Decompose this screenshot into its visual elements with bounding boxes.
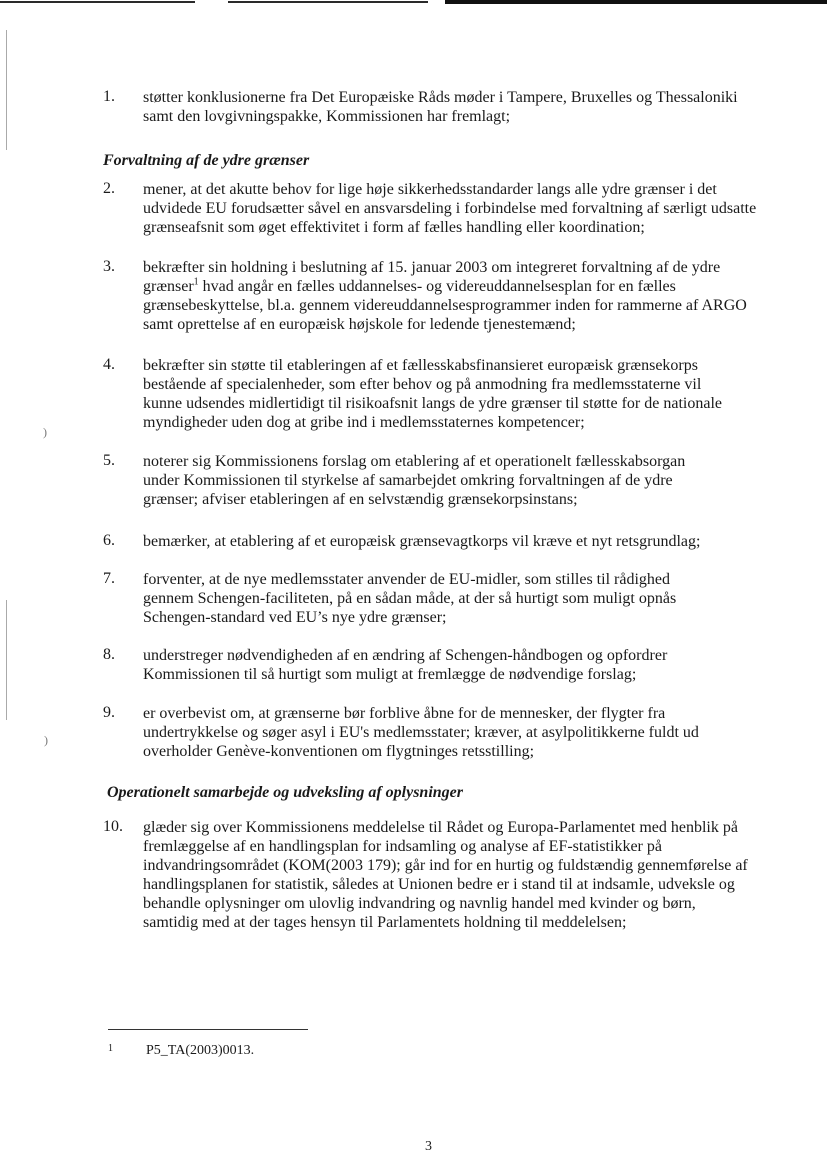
section-heading-operationelt: Operationelt samarbejde og udveksling af oplysninger <box>107 784 463 801</box>
footnote-number: 1 <box>108 1043 113 1054</box>
scan-margin-mark: ) <box>43 425 47 439</box>
item-text-part: bekræfter sin holdning i beslutning af 15. januar 2003 om integreret forvaltning af de ydre grænser <box>143 259 721 295</box>
item-text-part: hvad angår en fælles uddannelses- og videreuddannelsesplan for en fælles grænsebeskyttelse, bl.a. gennem videreuddannelsesprogrammer inden for rammerne af ARGO samt oprettelse af en europæisk højskole for ledende tjenestemænd; <box>143 278 747 333</box>
item-number: 4. <box>103 356 115 373</box>
footnote-separator <box>108 1029 308 1030</box>
item-number: 9. <box>103 704 115 721</box>
item-text: mener, at det akutte behov for lige høje sikkerhedsstandarder langs alle ydre grænser i det udvidede EU forudsætter såvel en ansvarsdeling i forbindelse med forvaltning af særligt udsatte grænseafsnit som øget effektivitet i form af fælles handling eller koordination; <box>143 181 757 236</box>
item-text: forventer, at de nye medlemsstater anvender de EU-midler, som stilles til rådighed gennem Schengen-faciliteten, på en sådan måde, at der så hurtigt som muligt opnås Schengen-standard ved EU’s nye ydre grænser; <box>143 571 677 626</box>
item-number: 6. <box>103 532 115 549</box>
item-number: 3. <box>103 258 115 275</box>
scan-margin-line <box>6 30 7 150</box>
item-number: 7. <box>103 570 115 587</box>
item-number: 10. <box>103 818 123 835</box>
scan-margin-line <box>6 600 7 720</box>
item-number: 5. <box>103 452 115 469</box>
item-text <box>143 258 768 334</box>
item-text: støtter konklusionerne fra Det Europæiske Råds møder i Tampere, Bruxelles og Thessaloniki samt den lovgivningspakke, Kommissionen har fremlagt; <box>143 89 738 125</box>
footnote-reference: 1 <box>193 276 199 288</box>
item-text: glæder sig over Kommissionens meddelelse til Rådet og Europa-Parlamentet med henblik på fremlæggelse af en handlingsplan for indsamling og analyse af EF-statistikker på indvandringsområdet (KOM(2003 179); går ind for en hurtig og fuldstændig gennemførelse af handlingsplanen for statistik, således at Unionen bedre er i stand til at indsamle, udveksle og behandle oplysninger om ulovlig indvandring og navnlig handel med kvinder og børn, samtidig med at der tages hensyn til Parlamentets holdning til meddelelsen; <box>143 819 748 931</box>
item-number: 8. <box>103 646 115 663</box>
scan-top-edge <box>0 0 827 6</box>
scan-margin-mark: ) <box>44 733 48 747</box>
item-text: understreger nødvendigheden af en ændring af Schengen-håndbogen og opfordrer Kommissionen til så hurtigt som muligt at fremlægge de nødvendige forslag; <box>143 647 668 683</box>
section-heading-forvaltning: Forvaltning af de ydre grænser <box>103 152 310 169</box>
item-number: 1. <box>103 88 115 105</box>
item-number: 2. <box>103 180 115 197</box>
item-text: bemærker, at etablering af et europæisk grænsevagtkorps vil kræve et nyt retsgrundlag; <box>143 533 701 550</box>
item-text: noterer sig Kommissionens forslag om etablering af et operationelt fællesskabsorgan under Kommissionen til styrkelse af samarbejdet omkring forvaltningen af de ydre grænser; afviser etableringen af en selvstændig grænsekorpsinstans; <box>143 453 686 508</box>
item-text: bekræfter sin støtte til etableringen af et fællesskabsfinansieret europæisk grænsekorps bestående af specialenheder, som efter behov og på anmodning fra medlemsstaterne vil kunne udsendes midlertidigt til risikoafsnit langs de ydre grænser til støtte for de nationale myndigheder uden dog at gribe ind i medlemsstaternes kompetencer; <box>143 357 722 431</box>
page-number: 3 <box>425 1139 432 1154</box>
footnote-text: P5_TA(2003)0013. <box>146 1043 255 1058</box>
item-text: er overbevist om, at grænserne bør forblive åbne for de mennesker, der flygter fra undertrykkelse og søger asyl i EU's medlemsstater; kræver, at asylpolitikkerne fuldt ud overholder Genève-konventionen om flygtninges retsstilling; <box>143 705 699 760</box>
